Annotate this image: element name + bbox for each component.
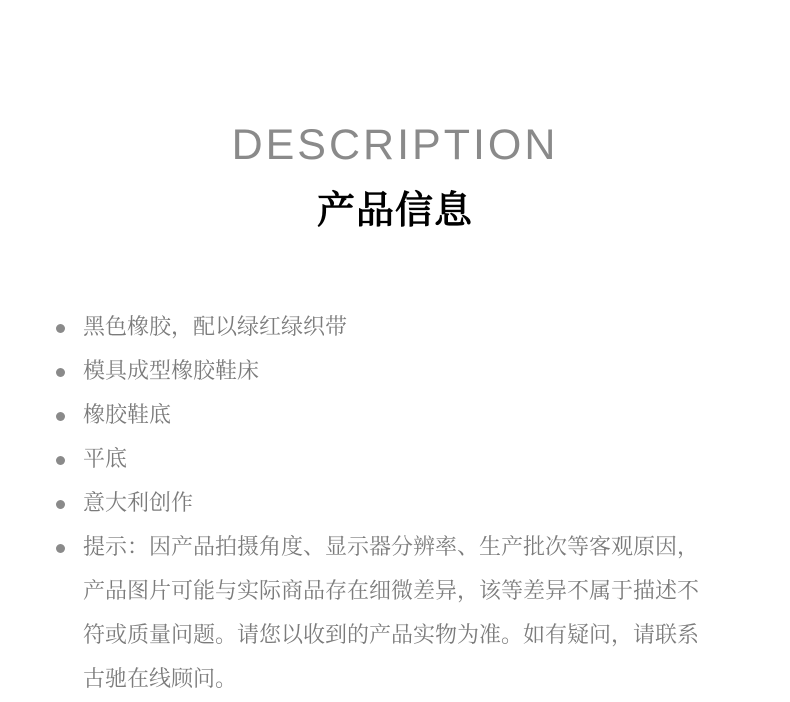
feature-text: 平底 (83, 447, 128, 472)
feature-text: 橡胶鞋底 (83, 403, 172, 428)
notice-text: 提示：因产品拍摄角度、显示器分辨率、生产批次等客观原因，产品图片可能与实际商品存在细微差异，该等差异不属于描述不符或质量问题。请您以收到的产品实物为准。如有疑问，请联系古驰在线顾问。 (83, 535, 700, 692)
feature-text: 意大利创作 (83, 491, 194, 516)
feature-text: 黑色橡胶，配以绿红绿织带 (83, 315, 348, 340)
bullet-dot-icon (56, 544, 65, 553)
bullet-dot-icon (56, 412, 65, 421)
feature-item (55, 306, 720, 350)
feature-item (55, 482, 720, 526)
bullet-dot-icon (56, 368, 65, 377)
bullet-dot-icon (56, 500, 65, 509)
feature-text: 模具成型橡胶鞋床 (83, 359, 260, 384)
notice-item (55, 526, 720, 702)
description-heading-cn: 产品信息 (316, 188, 473, 232)
bullet-dot-icon (56, 456, 65, 465)
feature-item (55, 350, 720, 394)
feature-item (55, 394, 720, 438)
bullet-dot-icon (56, 324, 65, 333)
description-heading-en: DESCRIPTION (231, 121, 559, 169)
feature-list (55, 306, 720, 702)
feature-item (55, 438, 720, 482)
